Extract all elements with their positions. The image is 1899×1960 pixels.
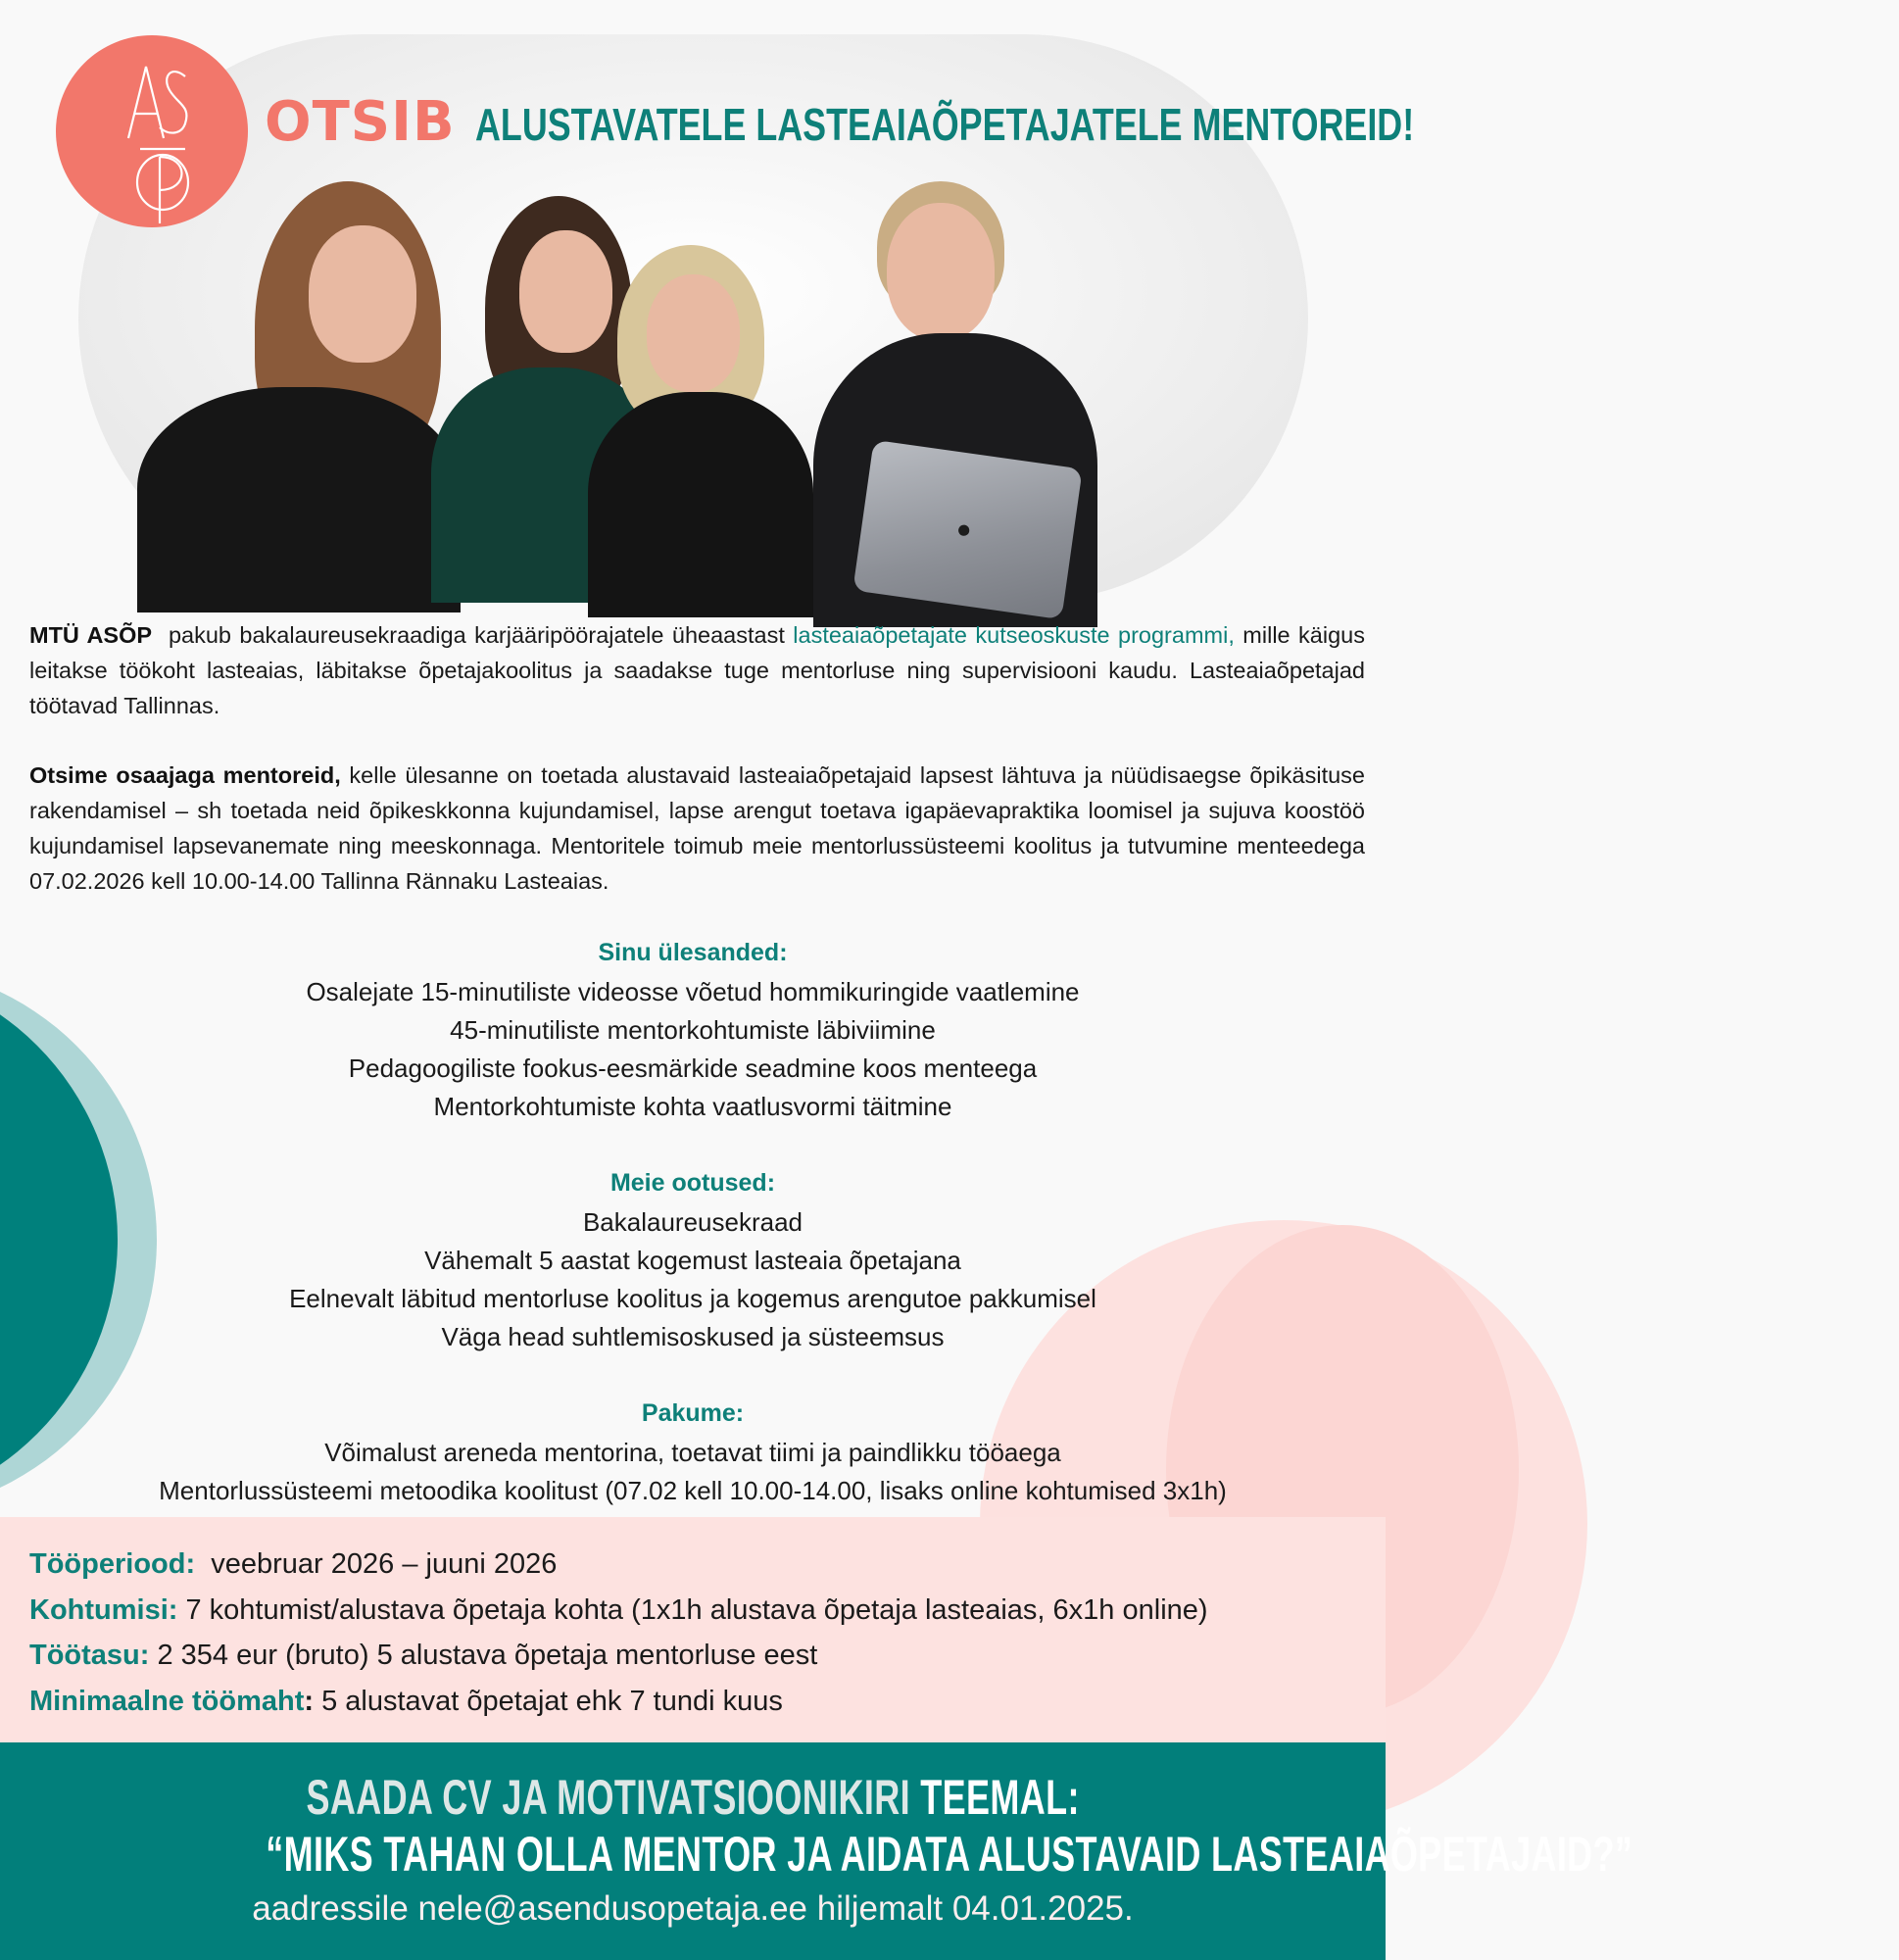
apple-logo-icon: ●	[954, 513, 974, 545]
detail-value: 2 354 eur (bruto) 5 alustava õpetaja mentorluse eest	[149, 1640, 818, 1671]
offer-list	[0, 1434, 1386, 1510]
detail-period	[29, 1542, 1208, 1588]
asop-logo	[56, 35, 248, 227]
list-item: Pedagoogiliste fookus-eesmärkide seadmine koos menteega	[348, 1054, 1038, 1083]
offer-heading: Pakume:	[641, 1399, 745, 1427]
cta-topic	[0, 1826, 1633, 1883]
detail-value: 7 kohtumist/alustava õpetaja kohta (1x1h alustava õpetaja lasteaias, 6x1h online)	[177, 1593, 1208, 1626]
detail-colon: :	[304, 1685, 315, 1717]
search-paragraph	[29, 758, 1365, 899]
list-item: Vähemalt 5 aastat kogemust lasteaia õpetajana	[424, 1246, 961, 1275]
list-item: Bakalaureusekraad	[582, 1207, 803, 1237]
tasks-list	[0, 973, 1386, 1126]
page-title	[265, 90, 1679, 154]
detail-value: 5 alustavat õpetajat ehk 7 tundi kuus	[314, 1685, 783, 1717]
detail-label: Minimaalne töömaht	[29, 1685, 305, 1717]
intro-text-1: pakub bakalaureusekraadiga karjääripöörajatele üheaastast	[168, 622, 785, 648]
detail-label: Töötasu:	[29, 1640, 150, 1671]
cta-contact[interactable]: aadressile nele@asendusopetaja.ee hiljemalt 04.01.2025.	[252, 1889, 1134, 1928]
search-text: kelle ülesanne on toetada alustavaid lasteaiaõpetajaid lapsest lähtuva ja nüüdisaegse õpikäsituse rakendamisel – sh toetada neid õpikeskkonna kujundamisel, lapse arengut toetava igapäevapraktika loomisel ja sujuva koostöö kujundamisel lapsevanemate ning meeskonnaga. Mentoritele toimub meie mentorlussüsteemi koolitus ja tutvumine menteedega 07.02.2026 kell 10.00-14.00 Tallinna Rännaku Lasteaias.	[29, 762, 1365, 894]
cta-topic-label: TEEMAL:	[909, 1770, 1080, 1825]
laptop	[852, 440, 1082, 619]
detail-meetings	[29, 1588, 1208, 1634]
title-text: ALUSTAVATELE LASTEAIAÕPETAJATELE MENTOREID!	[474, 99, 1414, 150]
list-item: Mentorlussüsteemi metoodika koolitust (07.02 kell 10.00-14.00, lisaks online kohtumised 3x1h)	[159, 1476, 1227, 1505]
detail-label: Kohtumisi:	[29, 1593, 178, 1626]
detail-workload	[29, 1679, 1208, 1725]
list-item: Eelnevalt läbitud mentorluse koolitus ja kogemus arengutoe pakkumisel	[289, 1284, 1096, 1313]
intro-text-2: mille käigus leitakse töökoht lasteaias, läbitakse õpetajakoolitus ja saadakse tuge mentorluse ning supervisiooni kaudu. Lasteaiaõpetajad töötavad Tallinnas.	[29, 622, 1365, 718]
expectations-heading: Meie ootused:	[609, 1169, 776, 1197]
cta-heading	[0, 1769, 1386, 1826]
org-name: MTÜ ASÕP	[29, 622, 153, 648]
expectations-list	[0, 1203, 1386, 1356]
logo-graphic	[56, 35, 248, 227]
list-item: Võimalust areneda mentorina, toetavat tiimi ja paindlikku tööaega	[324, 1438, 1061, 1467]
cta-topic-text: “MIKS TAHAN OLLA MENTOR JA AIDATA ALUSTAVAID LASTEAIAÕPETAJAID?”	[266, 1827, 1633, 1882]
detail-salary	[29, 1633, 1208, 1679]
tasks-heading: Sinu ülesanded:	[598, 939, 788, 966]
details-list	[29, 1542, 1208, 1724]
detail-value: veebruar 2026 – juuni 2026	[195, 1548, 558, 1580]
title-highlight: OTSIB	[265, 90, 456, 154]
list-item: Osalejate 15-minutiliste videosse võetud hommikuringide vaatlemine	[306, 977, 1080, 1006]
list-item: 45-minutiliste mentorkohtumiste läbiviimine	[450, 1015, 936, 1045]
list-item: Mentorkohtumiste kohta vaatlusvormi täitmine	[433, 1092, 952, 1121]
search-lead: Otsime osaajaga mentoreid,	[29, 762, 341, 788]
list-item: Väga head suhtlemisoskused ja süsteemsus	[441, 1322, 945, 1351]
detail-label: Tööperiood:	[29, 1548, 196, 1580]
cta-send-text: SAADA CV JA MOTIVATSIOONIKIRI	[306, 1770, 910, 1825]
intro-paragraph	[29, 617, 1365, 723]
program-link[interactable]: lasteaiaõpetajate kutseoskuste programmi,	[793, 622, 1235, 648]
